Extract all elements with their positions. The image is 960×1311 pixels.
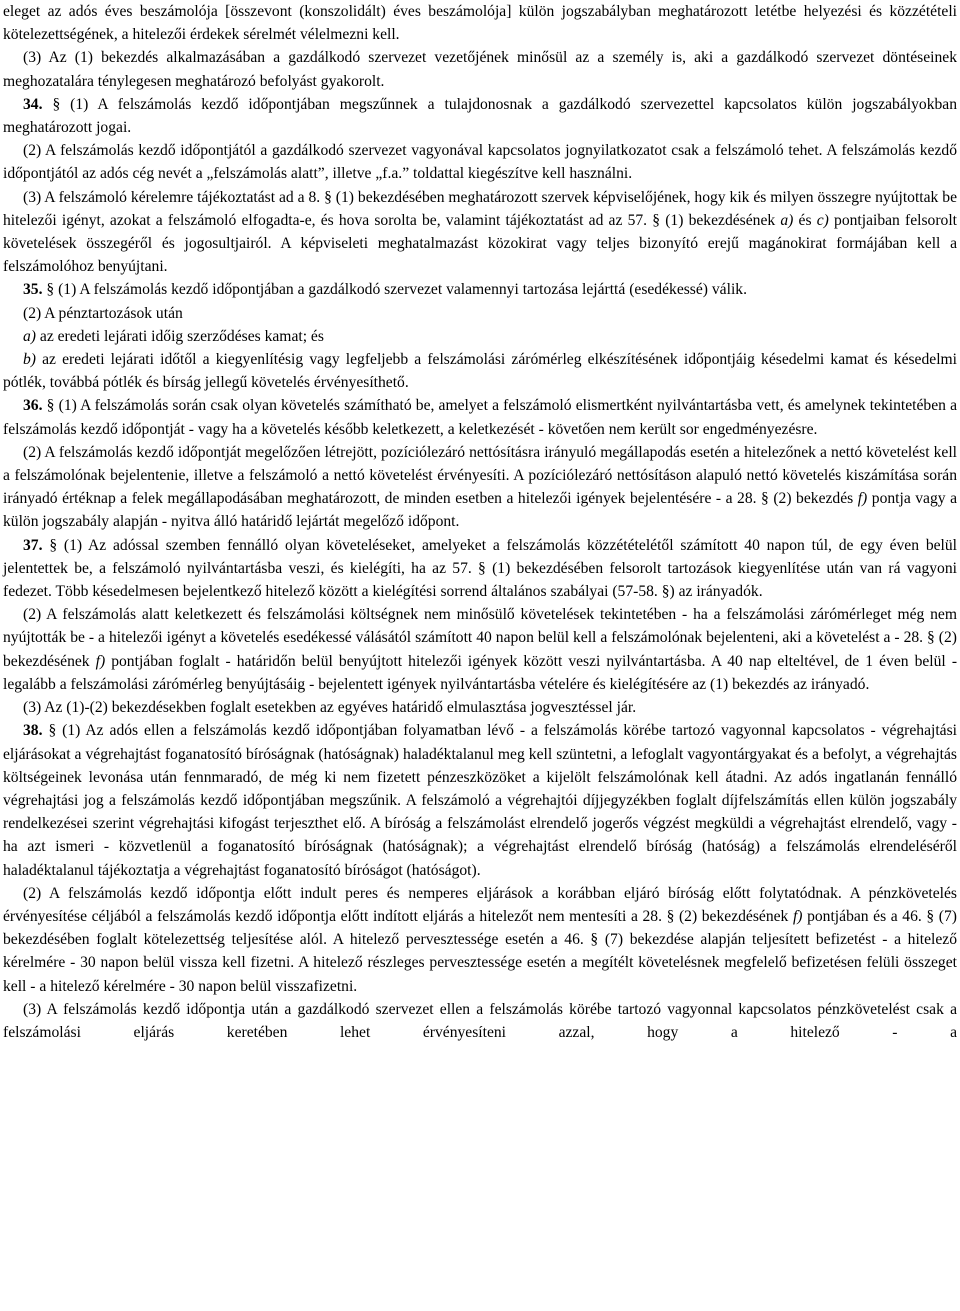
section-37-text-2a: (2) A felszámolás alatt keletkezett és felszámolási költségnek nem minősülő követelések tekintetében - ha a felszámolási zárómérleget még nem nyújtották be - a hitelezői igényt a követelés esedékessé válásától számított 40 napon belül kell a felszámolónak bejelenteni, aki a követelést a - 28. § (2) bekezdésének <box>3 606 957 670</box>
section-36-text-1: § (1) A felszámolás során csak olyan követelés számítható be, amelyet a felszámoló elismertként nyilvántartásba vett, és amelynek tekintetében a felszámolás kezdő időpontját - vagy ha a követelés később keletkezett, a keletkezését - követően nem került sor engedményezésre. <box>3 397 958 438</box>
section-38-text-2b: pontjában és a 46. § (7) bekezdésében foglalt kötelezettség teljesítése alól. A hitelező pervesztessége esetén a 46. § (7) bekezdése alapján teljesített befizetést - a hitelező kérelmére - 30 napon belül vissza kell fizetni. A hitelező részleges pervesztessége esetén a megítélt követelésnek megfelelő befizetésen felüli összeget kell - a hitelező kérelmére - 30 napon belül visszafizetni. <box>3 907 957 995</box>
section-34-paragraph-3 <box>3 186 957 279</box>
section-34-text-3a: (3) A felszámoló kérelemre tájékoztatást ad a 8. § (1) bekezdésében meghatározott szervek képviselőjének, hogy kik és milyen összegre nyújtottak be hitelezői igényt, azokat a felszámoló elfogadta-e, és hova sorolta be, valamint tájékoztatást ad az 57. § (1) bekezdésének <box>3 188 957 229</box>
point-b-text: az eredeti lejárati időtől a kiegyenlítésig vagy legfeljebb a felszámolási zárómérleg elkészítésének időpontjáig késedelmi kamat és késedelmi pótlék, továbbá pótlék és bírság jellegű követelés érvényesíthető. <box>3 351 957 392</box>
section-35-point-a <box>3 325 957 348</box>
section-37-paragraph-3: (3) Az (1)-(2) bekezdésekben foglalt esetekben az egyéves határidő elmulasztása jogvesztéssel jár. <box>23 699 637 717</box>
section-number-38: 38. <box>23 722 43 740</box>
section-36-text-2a: (2) A felszámolás kezdő időpontját megelőzően létrejött, pozíciólezáró nettósításra irányuló megállapodás esetén a hitelezőnek a nettó követelést kell a felszámolónak bejelentenie, illetve a felszámoló a nettó követelést érvényesíti. A pozíciólezáró nettósításon alapuló nettó követelés kiszámítása során irányadó értéknap a felek megállapodásában meghatározott, de minden esetben a hitelezői igények bejelentésére - a 28. § (2) bekezdés <box>3 443 957 508</box>
section-37-text-2b: pontjában foglalt - határidőn belül benyújtott hitelezői igények között veszi nyilvántartásba. A 40 nap elteltével, de 1 éven belül - legalább a felszámolási zárómérleg benyújtásáig - bejelentett igények nyilvántartásba vételére és kielégítésére az (1) bekezdés az irányadó. <box>3 652 958 693</box>
section-36-paragraph-1 <box>3 394 957 440</box>
section-36-paragraph-2 <box>3 441 957 534</box>
section-number-35: 35. <box>23 281 43 299</box>
section-38-text-2a: (2) A felszámolás kezdő időpontja előtt indult peres és nemperes eljárások a korábban eljáró bíróság előtt folytatódnak. A pénzkövetelés érvényesítése céljából a felszámolás kezdő időpontja előtt indított eljárás a hitelezőt nem mentesíti a 28. § (2) bekezdésének <box>3 884 957 925</box>
point-f-label: f) <box>95 652 106 670</box>
section-35-paragraph-1 <box>3 278 957 301</box>
section-38-paragraph-3: (3) A felszámolás kezdő időpontja után a gazdálkodó szervezet ellen a felszámolás körébe tartozó vagyonnal kapcsolatos pénzkövetelést csak a felszámolási eljárás keretében lehet érvényesíteni azzal, hogy a hitelező - a <box>3 1000 957 1041</box>
section-36-text-2b: pontja vagy a külön jogszabály alapján - nyitva álló határidő lejártát megelőző időpont. <box>3 490 958 531</box>
point-b-label: b) <box>23 351 36 369</box>
section-37-text-1: § (1) Az adóssal szemben fennálló olyan követeléseket, amelyeket a felszámolás közzétételétől számított 40 napon túl, de egy éven belül jelentettek be, a felszámoló nyilvántartásba veszi, és kielégíti, ha az 57. § (1) bekezdésében felsorolt tartozások kiegyenlítése után van rá vagyoni fedezet. Több késedelmesen bejelentkező hitelező között a kielégítési sorrend általános szabályai (57-58. §) az irányadók. <box>3 536 957 601</box>
point-a-label: a) <box>780 211 794 229</box>
section-38-paragraph-1 <box>3 719 957 881</box>
section-number-36: 36. <box>23 397 43 415</box>
point-a-label: a) <box>23 327 36 345</box>
section-34-text-3b: és <box>793 211 817 229</box>
paragraph-33-3: (3) Az (1) bekezdés alkalmazásában a gazdálkodó szervezet vezetőjének minősül az a személy is, aki a gazdálkodó szervezet döntéseinek meghozatalára ténylegesen meghatározó befolyást gyakorolt. <box>3 49 957 90</box>
section-34-text-1: § (1) A felszámolás kezdő időpontjában megszűnnek a tulajdonosnak a gazdálkodó szervezettel kapcsolatos külön jogszabályokban meghatározott jogai. <box>3 95 958 137</box>
point-a-text: az eredeti lejárati időig szerződéses kamat; és <box>36 327 324 345</box>
point-f-label: f) <box>857 490 868 508</box>
paragraph-continued: eleget az adós éves beszámolója [összevont (konszolidált) éves beszámolója] külön jogszabályban meghatározott letétbe helyezési és közzétételi kötelezettségének, a hitelezői érdekek sérelmét vélelmezni kell. <box>3 3 957 44</box>
section-34-paragraph-2: (2) A felszámolás kezdő időpontjától a gazdálkodó szervezet vagyonával kapcsolatos jognyilatkozatot csak a felszámoló tehet. A felszámolás kezdő időpontjától az adós cég nevét a „felszámolás alatt”, illetve „f.a.” toldattal kiegészítve kell használni. <box>3 142 957 183</box>
section-37-paragraph-2 <box>3 603 957 696</box>
section-number-34: 34. <box>23 95 43 113</box>
section-35-point-b <box>3 348 957 394</box>
section-38-paragraph-2 <box>3 882 957 998</box>
section-34-paragraph-1 <box>3 93 957 139</box>
document-page <box>3 0 957 1044</box>
point-f-label: f) <box>792 907 803 925</box>
section-37-paragraph-1 <box>3 534 957 604</box>
section-38-text-1: § (1) Az adós ellen a felszámolás kezdő időpontjában folyamatban lévő - a felszámolás körébe tartozó vagyonnal kapcsolatos - végrehajtási eljárásokat a végrehajtást foganatosító bíróságnak (hatóságnak) haladéktalanul meg kell szüntetni, a lefoglalt vagyontárgyakat és a befolyt, a végrehajtás költségeinek levonása után fennmaradó, de még ki nem fizetett pénzeszközöket a kijelölt felszámolónak kell átadni. Az adós ingatlanán fennálló végrehajtási jog a felszámolás kezdő időpontjában megszűnik. A felszámoló a végrehajtói díjjegyzékben foglalt díjfelszámítás ellen külön jogszabály rendelkezései szerint végrehajtási kifogást terjeszthet elő. A bíróság a felszámolást elrendelő jogerős végzést megküldi a végrehajtást elrendelő, vagy - ha azt ismeri - közvetlenül a foganatosító bíróságnak (hatóságnak); a végrehajtást elrendelő bíróság (hatóság) a felszámolás elrendeléséről haladéktalanul tájékoztatja a végrehajtást foganatosító bíróságot (hatóságot). <box>3 722 957 879</box>
point-c-label: c) <box>816 211 829 229</box>
section-34-text-3c: pontjaiban felsorolt követelések összegéről és jogosultjairól. A képviseleti meghatalmazást közokirat vagy teljes bizonyító erejű magánokirat formájában kell a felszámolóhoz benyújtani. <box>3 211 957 276</box>
section-number-37: 37. <box>23 536 43 554</box>
section-35-text-1: § (1) A felszámolás kezdő időpontjában a gazdálkodó szervezet valamennyi tartozása lejárttá (esedékessé) válik. <box>46 281 747 299</box>
section-35-paragraph-2: (2) A pénztartozások után <box>23 304 183 322</box>
